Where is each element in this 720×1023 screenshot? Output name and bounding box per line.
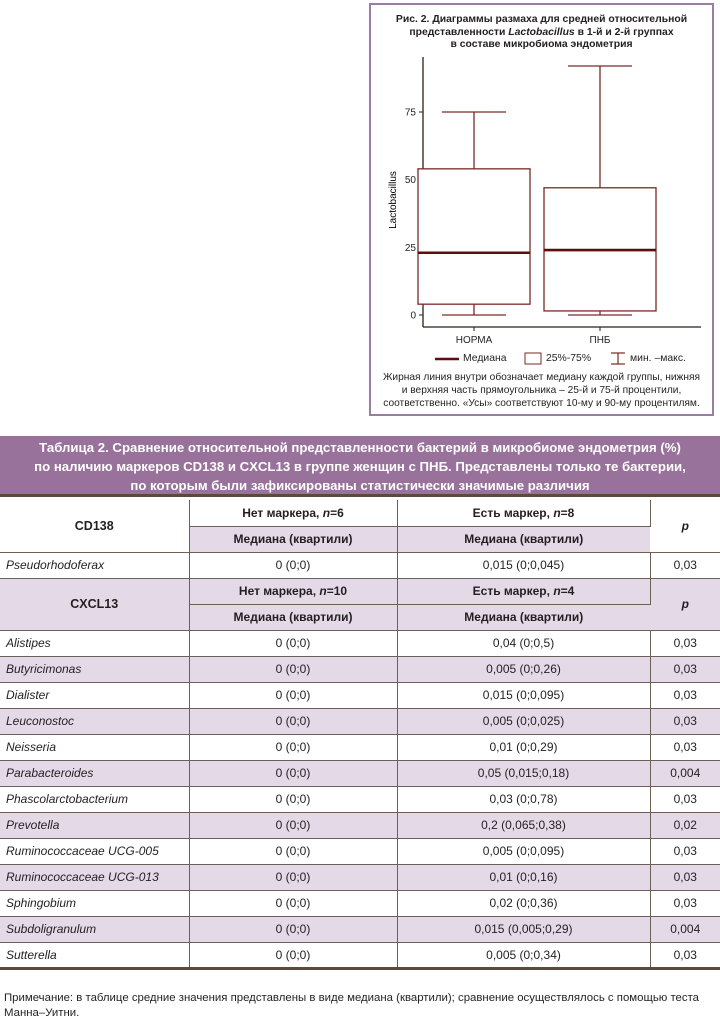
comparison-table (0, 500, 720, 970)
table-row (0, 786, 720, 812)
no-marker-value: 0 (0;0) (189, 942, 397, 968)
table-caption-line: Таблица 2. Сравнение относительной представленности бактерий в микробиоме эндометрия (%) (39, 440, 681, 455)
table-caption-line: по которым были зафиксированы статистически значимые различия (130, 478, 590, 493)
figure-frame (369, 3, 714, 416)
no-marker-value: 0 (0;0) (189, 916, 397, 942)
no-marker-value: 0 (0;0) (189, 734, 397, 760)
bacteria-name: Butyricimonas (0, 656, 189, 682)
has-marker-value: 0,01 (0;0,16) (397, 864, 650, 890)
no-marker-value: 0 (0;0) (189, 890, 397, 916)
legend-range-swatch (611, 353, 625, 364)
y-tick-label: 50 (404, 175, 416, 187)
table-row (0, 890, 720, 916)
table-row (0, 812, 720, 838)
table-note (4, 991, 716, 1021)
has-marker-header: Есть маркер, n=4 (397, 578, 650, 604)
median-quartiles-header: Медиана (квартили) (189, 526, 397, 552)
figure-title-line1: Рис. 2. Диаграммы размаха для средней относительной (395, 14, 688, 25)
p-value: 0,03 (650, 734, 720, 760)
y-tick-label: 0 (410, 310, 416, 322)
no-marker-value: 0 (0;0) (189, 864, 397, 890)
table-caption-line: по наличию маркеров CD138 и CXCL13 в группе женщин с ПНБ. Представлены только те бактерии, (34, 459, 686, 474)
bacteria-name: Sutterella (0, 942, 189, 968)
has-marker-value: 0,015 (0;0,095) (397, 682, 650, 708)
no-marker-header: Нет маркера, n=6 (189, 500, 397, 526)
no-marker-value: 0 (0;0) (189, 786, 397, 812)
figure-caption (377, 371, 706, 410)
bacteria-name: Ruminococcaceae UCG-005 (0, 838, 189, 864)
bacteria-name: Leuconostoc (0, 708, 189, 734)
legend-median-label: Медиана (463, 353, 507, 364)
has-marker-value: 0,04 (0;0,5) (397, 630, 650, 656)
note-line: Манна–Уитни. (4, 1007, 80, 1019)
p-value: 0,004 (650, 916, 720, 942)
bacteria-name: Pseudorhodoferax (0, 552, 189, 578)
bacteria-name: Subdoligranulum (0, 916, 189, 942)
median-quartiles-header: Медиана (квартили) (189, 604, 397, 630)
has-marker-value: 0,2 (0,065;0,38) (397, 812, 650, 838)
p-value: 0,03 (650, 552, 720, 578)
no-marker-value: 0 (0;0) (189, 656, 397, 682)
bacteria-name: Ruminococcaceae UCG-013 (0, 864, 189, 890)
has-marker-value: 0,03 (0;0,78) (397, 786, 650, 812)
table-row (0, 942, 720, 968)
table-row (0, 916, 720, 942)
no-marker-value: 0 (0;0) (189, 682, 397, 708)
cxcl13-header-row (0, 578, 720, 604)
table-row (0, 864, 720, 890)
no-marker-value: 0 (0;0) (189, 760, 397, 786)
p-value: 0,03 (650, 838, 720, 864)
figure-title-text: представленности (409, 26, 509, 38)
bacteria-name: Neisseria (0, 734, 189, 760)
table-row (0, 682, 720, 708)
has-marker-value: 0,01 (0;0,29) (397, 734, 650, 760)
p-value: 0,03 (650, 864, 720, 890)
note-line: Примечание: в таблице средние значения представлены в виде медиана (квартили); сравнение осуществлялось с помощью теста (4, 992, 700, 1004)
p-value: 0,03 (650, 786, 720, 812)
cd138-header-row (0, 500, 720, 526)
no-marker-value: 0 (0;0) (189, 630, 397, 656)
table-caption (0, 436, 720, 497)
y-tick-label: 25 (404, 242, 416, 254)
p-value: 0,03 (650, 630, 720, 656)
figure-title-text: в 1-й и 2-й группах (574, 26, 674, 38)
no-marker-value: 0 (0;0) (189, 708, 397, 734)
bacteria-name: Phascolarctobacterium (0, 786, 189, 812)
p-value: 0,03 (650, 708, 720, 734)
median-quartiles-header: Медиана (квартили) (397, 526, 650, 552)
no-marker-header: Нет маркера, n=10 (189, 578, 397, 604)
bacteria-name: Alistipes (0, 630, 189, 656)
has-marker-value: 0,005 (0;0,025) (397, 708, 650, 734)
iqr-box (418, 169, 530, 304)
p-value: 0,03 (650, 942, 720, 968)
table-row (0, 838, 720, 864)
figure-title-line3: в составе микробиома эндометрия (450, 39, 633, 51)
caption-line: соответственно. «Усы» соответствуют 10-му и 90-му процентилям. (383, 398, 700, 409)
has-marker-value: 0,015 (0,005;0,29) (397, 916, 650, 942)
has-marker-value: 0,005 (0;0,34) (397, 942, 650, 968)
table-row (0, 630, 720, 656)
bacteria-name: Prevotella (0, 812, 189, 838)
table-row (0, 708, 720, 734)
x-tick-label: НОРМА (455, 335, 493, 346)
marker-cxcl13: CXCL13 (0, 578, 189, 630)
x-tick-label: ПНБ (589, 335, 611, 346)
has-marker-value: 0,02 (0;0,36) (397, 890, 650, 916)
p-value: 0,03 (650, 890, 720, 916)
has-marker-value: 0,005 (0;0,095) (397, 838, 650, 864)
legend-range-label: мин. –макс. (630, 353, 686, 364)
marker-cd138: CD138 (0, 500, 189, 552)
has-marker-value: 0,015 (0;0,045) (397, 552, 650, 578)
legend-iqr-swatch (525, 353, 541, 364)
bacteria-name: Dialister (0, 682, 189, 708)
legend-iqr-label: 25%-75% (546, 353, 592, 364)
p-header: p (650, 500, 720, 552)
has-marker-value: 0,05 (0,015;0,18) (397, 760, 650, 786)
p-value: 0,02 (650, 812, 720, 838)
p-header: p (650, 578, 720, 630)
bacteria-name: Parabacteroides (0, 760, 189, 786)
bacteria-name: Sphingobium (0, 890, 189, 916)
median-quartiles-header: Медиана (квартили) (397, 604, 650, 630)
caption-line: и верхняя часть прямоугольника – 25-й и 75-й процентили, (401, 385, 682, 396)
p-value: 0,03 (650, 682, 720, 708)
no-marker-value: 0 (0;0) (189, 838, 397, 864)
p-value: 0,004 (650, 760, 720, 786)
p-value: 0,03 (650, 656, 720, 682)
table-row (0, 734, 720, 760)
table-row (0, 760, 720, 786)
table-row (0, 656, 720, 682)
y-axis-label: Lactobacillus (388, 171, 399, 229)
no-marker-value: 0 (0;0) (189, 812, 397, 838)
has-marker-value: 0,005 (0;0,26) (397, 656, 650, 682)
no-marker-value: 0 (0;0) (189, 552, 397, 578)
y-tick-label: 75 (404, 107, 416, 119)
has-marker-header: Есть маркер, n=8 (397, 500, 650, 526)
caption-line: Жирная линия внутри обозначает медиану каждой группы, нижняя (382, 372, 701, 383)
figure-title-genus: Lactobacillus (508, 26, 575, 38)
table-row (0, 552, 720, 578)
